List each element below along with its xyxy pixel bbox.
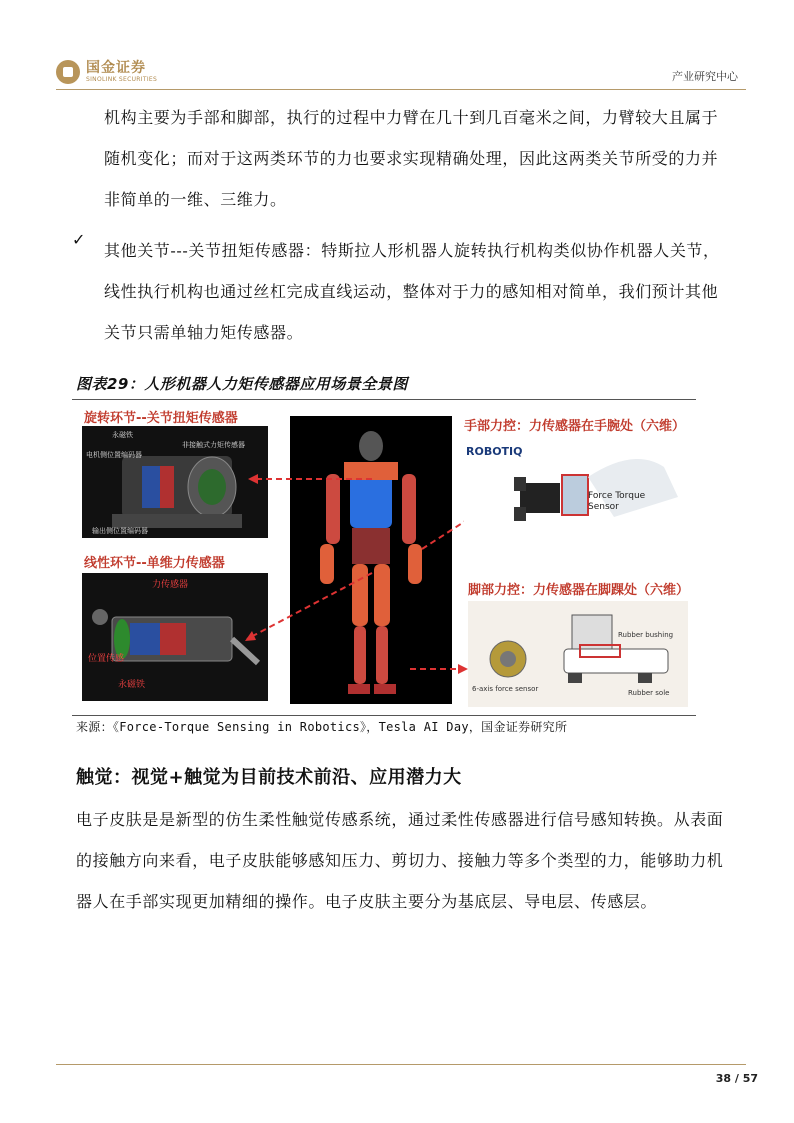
robotiq-brand: ROBOTIQ: [466, 445, 523, 458]
paragraph-1: 机构主要为手部和脚部，执行的过程中力臂在几十到几百毫米之间，力臂较大且属于随机变化；而对于这两类环节的力也要求实现精确处理，因此这两类关节所受的力并非简单的一维、三维力。: [104, 108, 719, 209]
tag-rubber-bushing: Rubber bushing: [618, 631, 674, 639]
label-rotary: 旋转环节--关节扭矩传感器: [84, 411, 238, 426]
logo-mark-icon: [56, 60, 80, 84]
tag-motor-encoder: 电机侧位置编码器: [86, 451, 142, 459]
tag-position-sensor: 位置传感: [88, 654, 125, 664]
header-department: 产业研究中心: [672, 70, 738, 83]
tag-magnet: 永磁铁: [112, 431, 133, 439]
label-foot: 脚部力控：力传感器在脚踝处（六维）: [468, 583, 690, 598]
logo-en-text: SINOLINK SECURITIES: [86, 76, 158, 83]
check-icon: ✓: [72, 230, 86, 249]
figure-panorama: [72, 401, 696, 713]
section-heading: 触觉：视觉+触觉为目前技术前沿、应用潜力大: [76, 767, 462, 788]
label-hand: 手部力控：力传感器在手腕处（六维）: [464, 419, 686, 434]
tag-noncontact-torque-sensor: 非接触式力矩传感器: [182, 441, 245, 449]
tag-force-sensor: 力传感器: [152, 580, 189, 590]
paragraph-2: 其他关节---关节扭矩传感器：特斯拉人形机器人旋转执行机构类似协作机器人关节，线性执行机构也通过丝杠完成直线运动，整体对于力的感知相对简单，我们预计其他关节只需单轴力矩传感器。: [104, 241, 720, 342]
logo-cn-text: 国金证券: [86, 60, 146, 76]
figure-source: 来源：《Force-Torque Sensing in Robotics》，Tesla AI Day，国金证券研究所: [76, 720, 568, 734]
figure-top-rule: [72, 399, 696, 400]
header-divider: [56, 89, 746, 90]
tag-output-encoder: 输出侧位置编码器: [92, 527, 148, 535]
tag-permanent-magnet: 永磁铁: [118, 680, 146, 690]
foot-sensor-image: [468, 601, 688, 707]
footer-divider: [56, 1064, 746, 1065]
paragraph-3: 电子皮肤是是新型的仿生柔性触觉传感系统，通过柔性传感器进行信号感知转换。从表面的接触方向来看，电子皮肤能够感知压力、剪切力、接触力等多个类型的力，能够助力机器人在手部实现更加精细的操作。电子皮肤主要分为基底层、导电层、传感层。: [76, 810, 724, 911]
company-logo: [56, 58, 196, 86]
figure-title: 图表29：人形机器人力矩传感器应用场景全景图: [76, 375, 408, 393]
hand-sensor-image: [464, 437, 686, 551]
tag-6axis-sensor: 6-axis force sensor: [472, 685, 539, 693]
tag-force-torque-sensor: Force Torque Sensor: [588, 491, 646, 512]
tag-rubber-sole: Rubber sole: [628, 689, 670, 697]
label-linear: 线性环节--单维力传感器: [84, 556, 225, 571]
page-number: 38 / 57: [715, 1072, 758, 1085]
figure-bottom-rule: [72, 715, 696, 716]
